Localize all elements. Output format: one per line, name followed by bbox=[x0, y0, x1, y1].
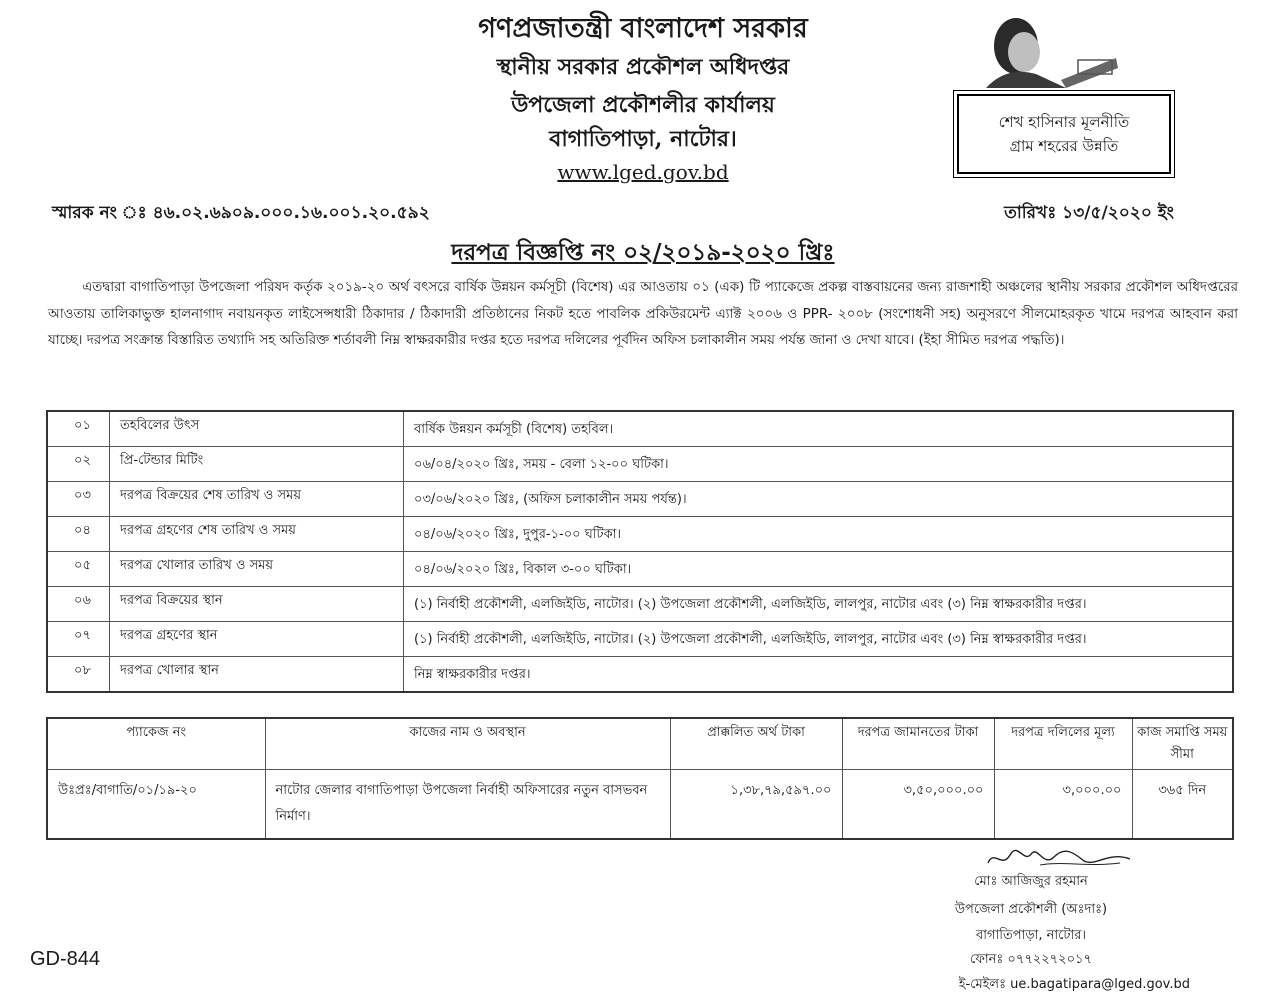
handwritten-signature-image bbox=[980, 845, 1140, 871]
value-cell: ০৪/০৬/২০২০ খ্রিঃ, দুপুর-১-০০ ঘটিকা। bbox=[414, 527, 622, 542]
table-header-row bbox=[47, 718, 1233, 770]
column-header-estimated-cost: প্রাক্কলিত অর্থ টাকা bbox=[670, 718, 842, 770]
package-number-cell: উঃপ্রঃ/বাগাতি/০১/১৯-২০ bbox=[47, 770, 265, 840]
serial-cell: ০১ bbox=[48, 412, 110, 446]
signatory-name: মোঃ আজিজুর রহমান bbox=[974, 874, 1088, 889]
tender-security-cell: ৩,৫০,০০০.০০ bbox=[842, 770, 994, 840]
slogan-box bbox=[957, 94, 1171, 174]
notice-title: দরপত্র বিজ্ঞপ্তি নং ০২/২০১৯-২০২০ খ্রিঃ bbox=[451, 240, 835, 266]
value-cell: (১) নির্বাহী প্রকৌশলী, এলজিইডি, নাটোর। (২) উপজেলা প্রকৌশলী, এলজিইডি, লালপুর, নাটোর এবং (৩) নিম্ন স্বাক্ষরকারীর দপ্তর। bbox=[414, 632, 1087, 647]
column-header-tender-security: দরপত্র জামানতের টাকা bbox=[842, 718, 994, 770]
label-cell: প্রি-টেন্ডার মিটিং bbox=[110, 447, 404, 481]
table-row bbox=[48, 552, 1232, 587]
completion-time-cell: ৩৬৫ দিন bbox=[1132, 770, 1233, 840]
signatory-location: বাগাতিপাড়া, নাটোর। bbox=[975, 928, 1087, 943]
value-cell: ০৪/০৬/২০২০ খ্রিঃ, বিকাল ৩-০০ ঘটিকা। bbox=[414, 562, 632, 577]
table-row bbox=[48, 587, 1232, 622]
intro-paragraph: এতদ্বারা বাগাতিপাড়া উপজেলা পরিষদ কর্তৃক ২০১৯-২০ অর্থ বৎসরে বার্ষিক উন্নয়ন কর্মসূচী (বিশেষ) এর আওতায় ০১ (এক) টি প্যাকেজে প্রকল্প বাস্তবায়নের জন্য রাজশাহী অঞ্চলের স্থানীয় সরকার প্রকৌশল অধিদপ্তরের আওতায় তালিকাভুক্ত হালনাগাদ নবায়নকৃত লাইসেন্সধারী ঠিকাদার / ঠিকাদারী প্রতিষ্ঠানের নিকট হতে পাবলিক প্রকিউরমেন্ট এ্যাক্ট ২০০৬ ও PPR- ২০০৮ (সংশোধনী সহ) অনুসরণে সীলমোহরকৃত খামে দরপত্র আহবান করা যাচ্ছে। দরপত্র সংক্রান্ত বিস্তারিত তথ্যাদি সহ অতিরিক্ত শর্তাবলী নিম্ন স্বাক্ষরকারীর দপ্তর হতে দরপত্র দলিলের পূর্বদিন অফিস চলাকালীন সময় পর্যন্ত জানা ও দেখা যাবে। (ইহা সীমিত দরপত্র পদ্ধতি)। bbox=[48, 280, 1238, 348]
memo-number: স্মারক নং ঃ ৪৬.০২.৬৯০৯.০০০.১৬.০০১.২০.৫৯২ bbox=[52, 203, 430, 223]
signatory-designation: উপজেলা প্রকৌশলী (অঃদাঃ) bbox=[954, 902, 1108, 917]
table-row bbox=[48, 482, 1232, 517]
table-row bbox=[48, 447, 1232, 482]
work-name-cell: নাটোর জেলার বাগাতিপাড়া উপজেলা নির্বাহী অফিসারের নতুন বাসভবন নির্মাণ। bbox=[265, 770, 670, 840]
label-cell: দরপত্র খোলার স্থান bbox=[110, 657, 404, 691]
value-cell: নিম্ন স্বাক্ষরকারীর দপ্তর। bbox=[414, 667, 531, 682]
office-location: বাগাতিপাড়া, নাটোর। bbox=[549, 126, 737, 152]
value-cell: (১) নির্বাহী প্রকৌশলী, এলজিইডি, নাটোর। (২) উপজেলা প্রকৌশলী, এলজিইডি, লালপুর, নাটোর এবং (৩) নিম্ন স্বাক্ষরকারীর দপ্তর। bbox=[414, 597, 1087, 612]
slogan-line-1: শেখ হাসিনার মূলনীতি bbox=[998, 113, 1130, 131]
label-cell: দরপত্র গ্রহণের শেষ তারিখ ও সময় bbox=[110, 517, 404, 551]
table-row bbox=[48, 657, 1232, 691]
signatory-phone: ফোনঃ ০৭৭২২৭২০১৭ bbox=[970, 952, 1092, 967]
document-price-cell: ৩,০০০.০০ bbox=[994, 770, 1132, 840]
slogan-line-2: গ্রাম শহরের উন্নতি bbox=[1009, 137, 1119, 155]
serial-cell: ০৮ bbox=[48, 657, 110, 691]
label-cell: তহবিলের উৎস bbox=[110, 412, 404, 446]
govt-title: গণপ্রজাতন্ত্রী বাংলাদেশ সরকার bbox=[478, 13, 808, 44]
column-header-document-price: দরপত্র দলিলের মূল্য bbox=[994, 718, 1132, 770]
serial-cell: ০৫ bbox=[48, 552, 110, 586]
column-header-package: প্যাকেজ নং bbox=[47, 718, 265, 770]
table-row bbox=[48, 517, 1232, 552]
serial-cell: ০২ bbox=[48, 447, 110, 481]
website-link[interactable]: www.lged.gov.bd bbox=[557, 160, 729, 184]
value-cell: বার্ষিক উন্নয়ন কর্মসূচী (বিশেষ) তহবিল। bbox=[414, 422, 614, 437]
signatory-email[interactable]: ই-মেইলঃ ue.bagatipara@lged.gov.bd bbox=[958, 977, 1190, 992]
notice-date: তারিখঃ ১৩/৫/২০২০ ইং bbox=[1004, 203, 1174, 223]
table-row bbox=[48, 622, 1232, 657]
column-header-completion-time: কাজ সমাপ্তি সময় সীমা bbox=[1132, 718, 1233, 770]
label-cell: দরপত্র বিক্রয়ের স্থান bbox=[110, 587, 404, 621]
label-cell: দরপত্র খোলার তারিখ ও সময় bbox=[110, 552, 404, 586]
value-cell: ০৩/০৬/২০২০ খ্রিঃ, (অফিস চলাকালীন সময় পর্যন্ত)। bbox=[414, 492, 687, 507]
column-header-work-name: কাজের নাম ও অবস্থান bbox=[265, 718, 670, 770]
serial-cell: ০৬ bbox=[48, 587, 110, 621]
estimated-cost-cell: ১,৩৮,৭৯,৫৯৭.০০ bbox=[670, 770, 842, 840]
value-cell: ০৬/০৪/২০২০ খ্রিঃ, সময় - বেলা ১২-০০ ঘটিকা। bbox=[414, 457, 669, 472]
portrait-logo-image bbox=[966, 8, 1126, 88]
tender-details-table bbox=[46, 410, 1234, 693]
department-title: স্থানীয় সরকার প্রকৌশল অধিদপ্তর bbox=[496, 54, 790, 80]
serial-cell: ০৩ bbox=[48, 482, 110, 516]
serial-cell: ০৭ bbox=[48, 622, 110, 656]
serial-cell: ০৪ bbox=[48, 517, 110, 551]
label-cell: দরপত্র বিক্রয়ের শেষ তারিখ ও সময় bbox=[110, 482, 404, 516]
package-table bbox=[46, 717, 1234, 840]
table-row bbox=[48, 412, 1232, 447]
office-title: উপজেলা প্রকৌশলীর কার্যালয় bbox=[511, 92, 775, 118]
label-cell: দরপত্র গ্রহণের স্থান bbox=[110, 622, 404, 656]
table-row bbox=[47, 770, 1233, 840]
gd-code: GD-844 bbox=[30, 948, 101, 970]
